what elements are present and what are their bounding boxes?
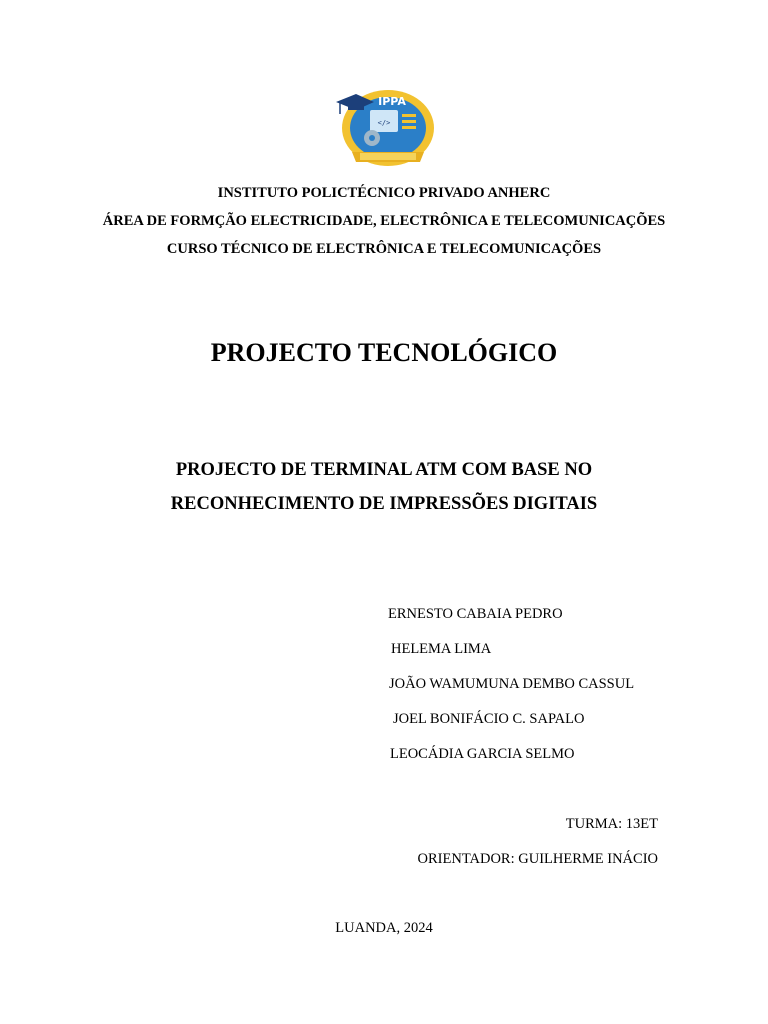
svg-text:</>: </>: [377, 119, 391, 127]
advisor-info: ORIENTADOR: GUILHERME INÁCIO: [417, 851, 658, 867]
class-info: TURMA: 13ET: [565, 816, 658, 832]
author-name: HELEMA LIMA: [391, 641, 492, 657]
project-subtitle-line1: PROJECTO DE TERMINAL ATM COM BASE NO: [175, 460, 593, 480]
project-subtitle-line2: RECONHECIMENTO DE IMPRESSÕES DIGITAIS: [170, 494, 598, 514]
author-name: JOEL BONIFÁCIO C. SAPALO: [393, 711, 585, 727]
course-name: CURSO TÉCNICO DE ELECTRÔNICA E TELECOMUNICAÇÕES: [166, 241, 602, 257]
place-date: LUANDA, 2024: [335, 920, 433, 936]
training-area: ÁREA DE FORMÇÃO ELECTRICIDADE, ELECTRÔNICA E TELECOMUNICAÇÕES: [102, 213, 666, 229]
institute-logo: [334, 88, 438, 172]
author-name: LEOCÁDIA GARCIA SELMO: [390, 746, 575, 762]
document-title: PROJECTO TECNOLÓGICO: [210, 338, 558, 367]
svg-text:IPPA: IPPA: [378, 95, 406, 108]
author-name: JOÃO WAMUMUNA DEMBO CASSUL: [389, 676, 635, 692]
author-name: ERNESTO CABAIA PEDRO: [388, 606, 563, 622]
institution-name: INSTITUTO POLICTÉCNICO PRIVADO ANHERC: [217, 185, 551, 201]
